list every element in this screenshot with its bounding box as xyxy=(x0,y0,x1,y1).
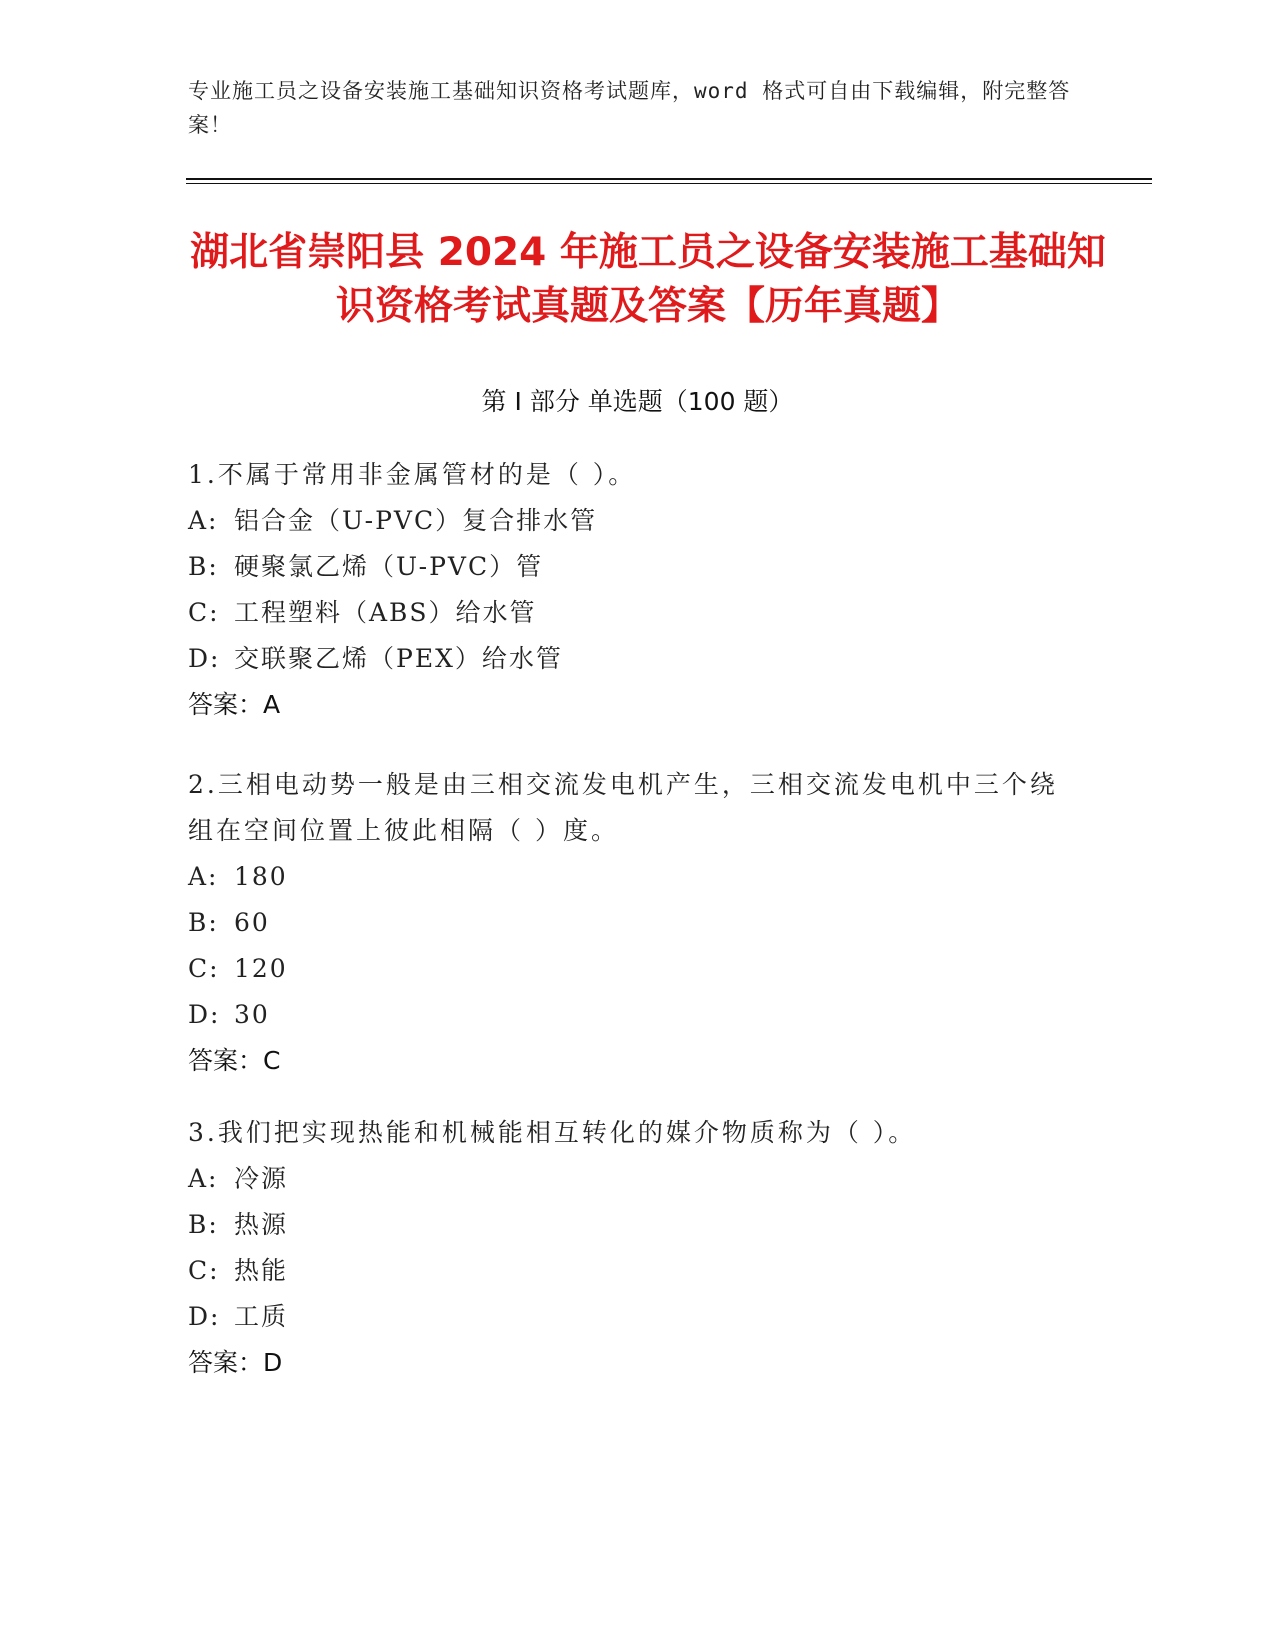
option-text: 30 xyxy=(234,1000,270,1029)
option-text: 交联聚乙烯（PEX）给水管 xyxy=(234,644,563,673)
option-letter: C: xyxy=(188,1256,220,1285)
option-text: 60 xyxy=(234,908,270,937)
answer-line: 答案：D xyxy=(188,1348,283,1377)
option-d xyxy=(188,992,1068,1038)
option-b xyxy=(188,900,1068,946)
option-letter: A: xyxy=(188,506,219,535)
option-letter: B: xyxy=(188,908,219,937)
option-text: 铝合金（U-PVC）复合排水管 xyxy=(234,506,598,535)
option-letter: B: xyxy=(188,552,219,581)
option-b xyxy=(188,1202,1068,1248)
option-d xyxy=(188,636,1068,682)
document-title: 湖北省崇阳县 2024 年施工员之设备安装施工基础知识资格考试真题及答案【历年真题】 xyxy=(190,230,1106,329)
option-c xyxy=(188,1248,1068,1294)
header-note: 专业施工员之设备安装施工基础知识资格考试题库，word 格式可自由下载编辑，附完整答案！ xyxy=(188,79,1071,137)
question-stem: 1.不属于常用非金属管材的是（ ）。 xyxy=(188,460,637,489)
option-letter: B: xyxy=(188,1210,219,1239)
header-divider-thin xyxy=(186,183,1152,184)
option-text: 工程塑料（ABS）给水管 xyxy=(234,598,537,627)
option-text: 热源 xyxy=(234,1210,289,1239)
section-heading: 第 I 部分 单选题（100 题） xyxy=(481,387,794,416)
option-letter: D: xyxy=(188,1000,221,1029)
option-letter: C: xyxy=(188,954,220,983)
option-text: 120 xyxy=(234,954,288,983)
option-a xyxy=(188,1156,1068,1202)
option-d xyxy=(188,1294,1068,1340)
option-letter: D: xyxy=(188,644,221,673)
question-3 xyxy=(188,1110,1068,1386)
option-letter: D: xyxy=(188,1302,221,1331)
header-divider-thick xyxy=(186,178,1152,180)
option-a xyxy=(188,498,1068,544)
option-text: 硬聚氯乙烯（U-PVC）管 xyxy=(234,552,544,581)
option-c xyxy=(188,946,1068,992)
question-stem: 3.我们把实现热能和机械能相互转化的媒介物质称为（ ）。 xyxy=(188,1118,917,1147)
option-text: 工质 xyxy=(234,1302,289,1331)
question-stem: 2.三相电动势一般是由三相交流发电机产生，三相交流发电机中三个绕组在空间位置上彼此相隔（ ）度。 xyxy=(188,770,1058,845)
option-a xyxy=(188,854,1068,900)
option-b xyxy=(188,544,1068,590)
question-1 xyxy=(188,452,1068,728)
option-letter: C: xyxy=(188,598,220,627)
option-text: 热能 xyxy=(234,1256,289,1285)
option-c xyxy=(188,590,1068,636)
option-letter: A: xyxy=(188,1164,219,1193)
option-text: 180 xyxy=(234,862,288,891)
answer-line: 答案：A xyxy=(188,690,281,719)
option-letter: A: xyxy=(188,862,219,891)
question-2 xyxy=(188,762,1068,1084)
option-text: 冷源 xyxy=(234,1164,289,1193)
answer-line: 答案：C xyxy=(188,1046,281,1075)
